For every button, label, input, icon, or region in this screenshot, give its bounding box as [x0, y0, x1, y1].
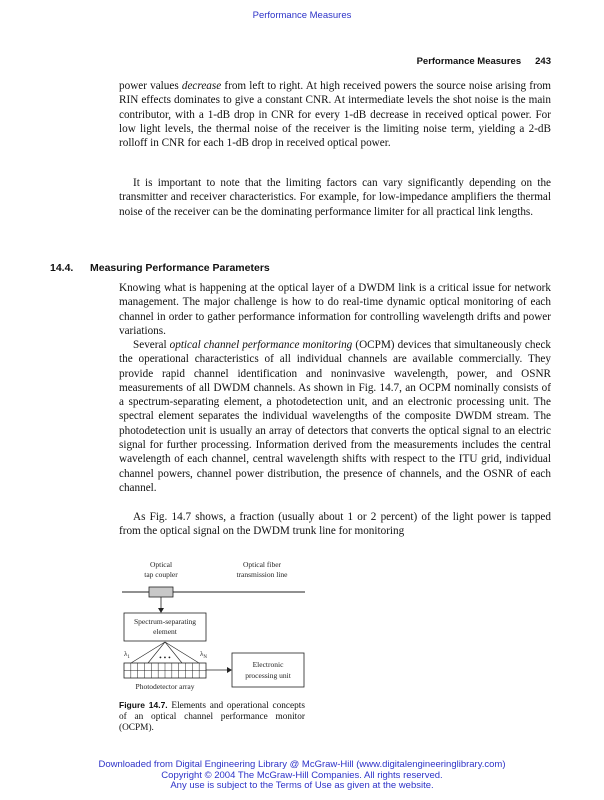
- para4-text-b: (OCPM) devices that simultaneously check the operational characteristics of all individual channels are available commercially. They provide rapid channel identification and noninvasive wavelength, power, and OSNR measurements of all DWDM channels. As shown in Fig. 14.7, an OCPM nominally consists of a spectrum-separating element, a photodetection unit, and an electronic processing unit. The spectral element separates the individual wavelengths of the composite DWDM stream. The photodetection unit is usually an array of detectors that converts the optical signal to an electric signal for further processing. Information derived from the measurements includes the central wavelength of each channel, central wavelength shifts with respect to the ITU grid, individual channel powers, channel power distribution, the presence of channels, and the OSNR of each channel.: [119, 339, 552, 494]
- tap-coupler-label-2: tap coupler: [144, 570, 178, 579]
- running-head-title: Performance Measures: [416, 56, 522, 67]
- paragraph-limiting-factors: It is important to note that the limiting factors can vary significantly depending on the transmitter and receiver characteristics. For example, for low-impedance amplifiers the thermal noise of the receiver can be the dominating performance limiter for all practical link lengths.: [119, 177, 551, 218]
- footer: [0, 760, 604, 792]
- photodetector-label: Photodetector array: [135, 682, 195, 691]
- lambda-last-symbol: λ: [200, 650, 204, 658]
- electronic-processing-box: [232, 653, 304, 687]
- lambda-last-subscript: N: [203, 655, 208, 660]
- section-number: 14.4.: [50, 262, 74, 274]
- para4-emphasis: optical channel performance monitoring: [169, 339, 353, 351]
- section-title: Measuring Performance Parameters: [90, 262, 270, 274]
- lambda-first-subscript: 1: [127, 655, 130, 660]
- para4-text-a: Several: [133, 339, 170, 351]
- lambda-last-label: [200, 650, 207, 660]
- figure-caption: [119, 700, 305, 734]
- tap-coupler-label-1: Optical: [149, 560, 173, 569]
- paragraph-tap-fraction: As Fig. 14.7 shows, a fraction (usually about 1 or 2 percent) of the light power is tapped from the optical signal on the DWDM trunk line for monitoring: [119, 511, 551, 538]
- fiber-label-1: Optical fiber: [242, 560, 282, 569]
- page-number: 243: [535, 56, 551, 67]
- lambda-first-symbol: λ: [124, 650, 128, 658]
- para1-text-b: from left to right. At high received powers the source noise arising from RIN effects dominates to give a constant CNR. At intermediate levels the shot noise is the main contributor, with a 1-dB drop in CNR for every 1-dB decrease in received optical power. For low light levels, the thermal noise of the receiver is the limiting noise term, yielding a 2-dB rolloff in CNR for each 1-dB drop in received optical power.: [119, 80, 551, 150]
- output-arrow-head: [227, 667, 232, 673]
- ocpm-figure: [119, 556, 309, 696]
- footer-terms-line[interactable]: Any use is subject to the Terms of Use as given at the website.: [170, 780, 434, 791]
- electronic-label-2: processing unit: [245, 671, 291, 680]
- footer-download-line[interactable]: Downloaded from Digital Engineering Library @ McGraw-Hill (www.digitalengineeringlibrary.com): [98, 759, 506, 770]
- paragraph-cnr-continuation: [119, 79, 551, 150]
- ocpm-diagram: [119, 556, 309, 696]
- fiber-label-2: transmission line: [236, 570, 288, 579]
- electronic-label-1: Electronic: [252, 660, 284, 669]
- figure-caption-text: Elements and operational concepts of an optical channel performance monitor (OCPM).: [119, 701, 305, 733]
- lambda-first-label: [124, 650, 130, 660]
- figure-caption-label: Figure 14.7.: [119, 700, 168, 710]
- section-heading: [50, 262, 270, 274]
- paragraph-ocpm-devices: [119, 338, 551, 495]
- running-head: [417, 56, 551, 67]
- tap-coupler-box: [149, 587, 173, 597]
- spectrum-label-1: Spectrum-separating: [133, 617, 197, 626]
- paragraph-measuring-intro: Knowing what is happening at the optical layer of a DWDM link is a critical issue for network management. The major challenge is how to do real-time dynamic optical monitoring of each channel in order to gather performance information for controlling wavelength drifts and power variations.: [119, 282, 551, 337]
- spectrum-label-2: element: [153, 627, 177, 636]
- para1-text-a: power values: [119, 80, 182, 92]
- footer-copyright-line: Copyright © 2004 The McGraw-Hill Companies. All rights reserved.: [161, 769, 443, 781]
- tap-arrow-head: [158, 608, 164, 613]
- para1-emphasis: decrease: [181, 80, 222, 92]
- top-banner: Performance Measures: [252, 10, 352, 21]
- channel-dots: • • •: [159, 653, 171, 662]
